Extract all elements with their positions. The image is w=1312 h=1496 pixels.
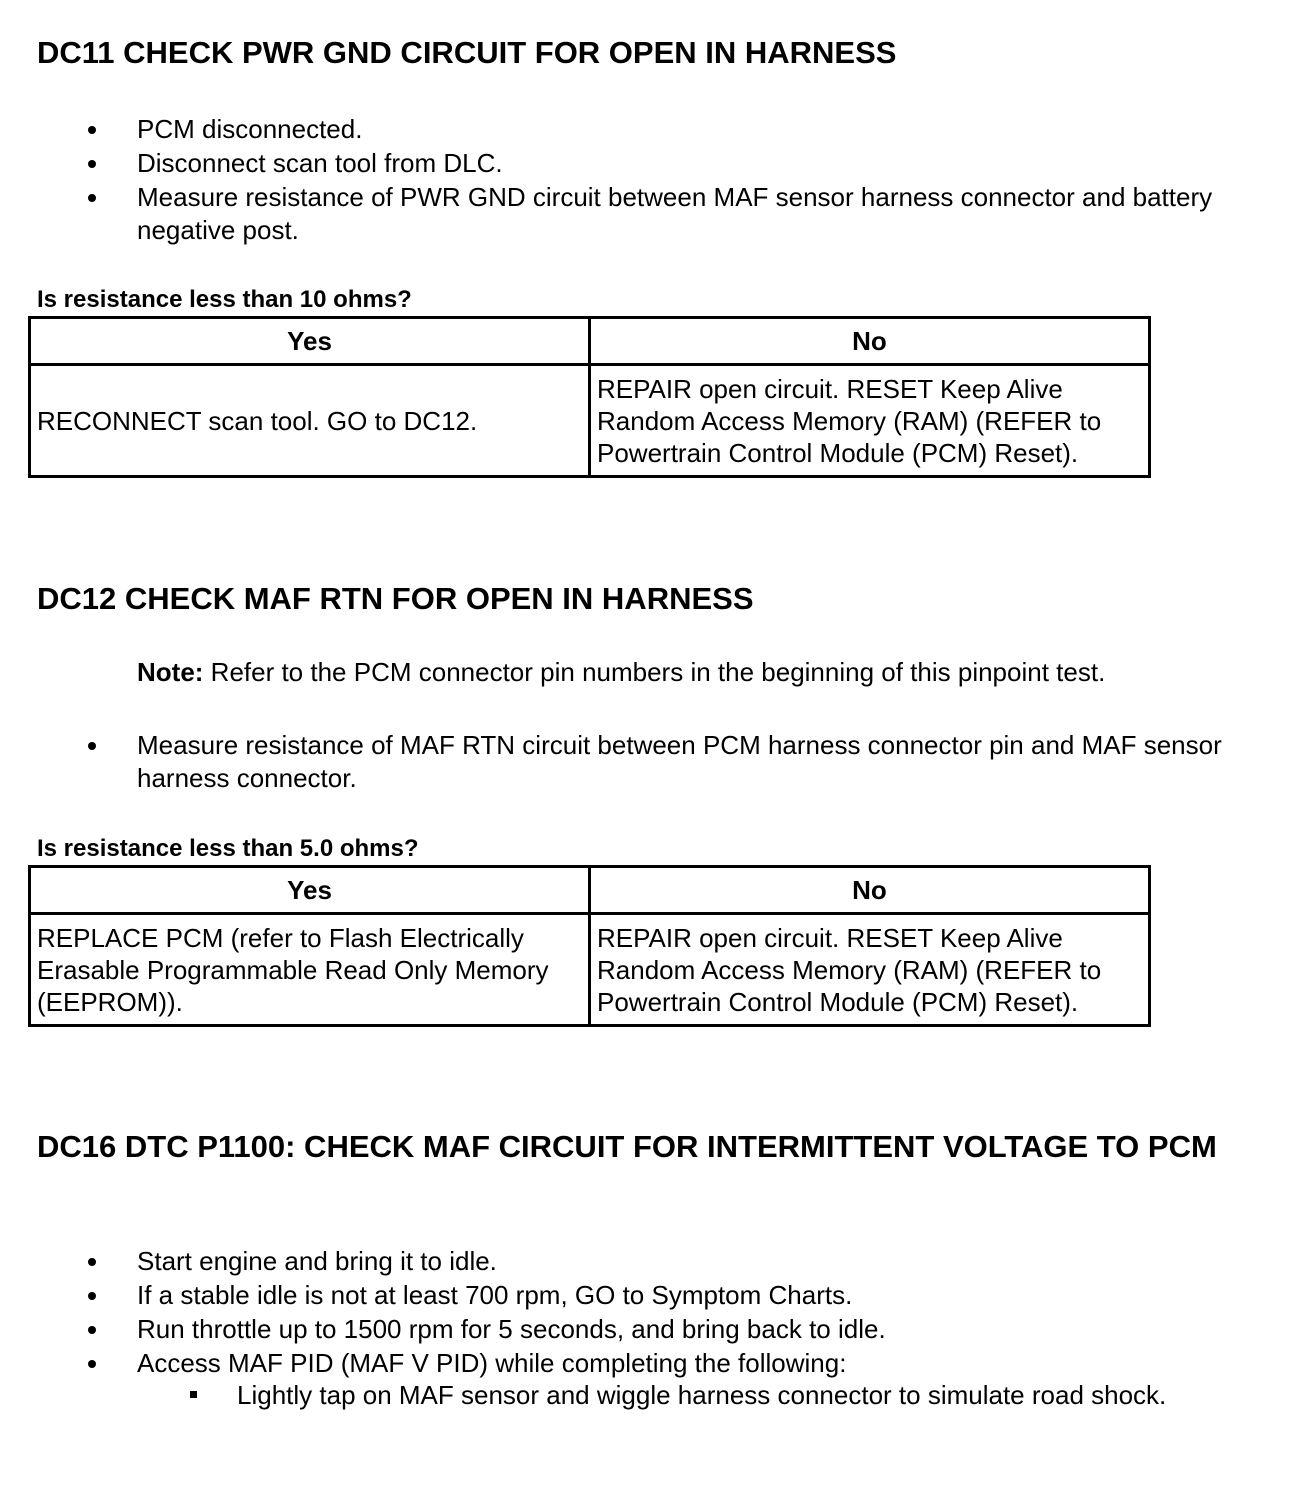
bullet-icon — [88, 1360, 96, 1368]
list-item: Start engine and bring it to idle. — [0, 1245, 1312, 1278]
sub-list-item: Lightly tap on MAF sensor and wiggle harness connector to simulate road shock. — [0, 1379, 1312, 1412]
note — [137, 656, 1105, 688]
no-cell: REPAIR open circuit. RESET Keep Alive Random Access Memory (RAM) (REFER to Powertrain Control Module (PCM) Reset). — [590, 914, 1150, 1026]
square-bullet-icon — [190, 1391, 197, 1398]
note-text: Refer to the PCM connector pin numbers in the beginning of this pinpoint test. — [203, 657, 1106, 687]
list-item: Measure resistance of PWR GND circuit between MAF sensor harness connector and battery negative post. — [0, 181, 1312, 247]
question-dc11: Is resistance less than 10 ohms? — [37, 286, 412, 313]
list-item: PCM disconnected. — [0, 113, 1312, 146]
bullet-icon — [88, 1292, 96, 1300]
list-item: Access MAF PID (MAF V PID) while completing the following: — [0, 1347, 1312, 1380]
no-header: No — [590, 867, 1150, 914]
note-label: Note: — [137, 657, 204, 687]
bullet-icon — [88, 1326, 96, 1334]
list-item: Disconnect scan tool from DLC. — [0, 147, 1312, 180]
yes-cell: RECONNECT scan tool. GO to DC12. — [30, 365, 590, 477]
bullet-list-dc11 — [0, 113, 1312, 248]
no-cell: REPAIR open circuit. RESET Keep Alive Random Access Memory (RAM) (REFER to Powertrain Control Module (PCM) Reset). — [590, 365, 1150, 477]
yes-header: Yes — [30, 318, 590, 365]
list-item: If a stable idle is not at least 700 rpm, GO to Symptom Charts. — [0, 1279, 1312, 1312]
result-table-dc12 — [28, 865, 1151, 1027]
yes-cell: REPLACE PCM (refer to Flash Electrically Erasable Programmable Read Only Memory (EEPROM)). — [30, 914, 590, 1026]
bullet-icon — [88, 1258, 96, 1266]
bullet-icon — [88, 194, 96, 202]
section-heading-dc16: DC16 DTC P1100: CHECK MAF CIRCUIT FOR INTERMITTENT VOLTAGE TO PCM — [37, 1129, 1217, 1164]
no-header: No — [590, 318, 1150, 365]
bullet-icon — [88, 742, 96, 750]
result-table-dc11 — [28, 316, 1151, 478]
bullet-list-dc12 — [0, 729, 1312, 796]
question-dc12: Is resistance less than 5.0 ohms? — [37, 835, 419, 862]
bullet-icon — [88, 126, 96, 134]
bullet-list-dc16 — [0, 1245, 1312, 1381]
list-item: Run throttle up to 1500 rpm for 5 seconds, and bring back to idle. — [0, 1313, 1312, 1346]
section-heading-dc12: DC12 CHECK MAF RTN FOR OPEN IN HARNESS — [37, 581, 754, 616]
list-item: Measure resistance of MAF RTN circuit between PCM harness connector pin and MAF sensor harness connector. — [0, 729, 1312, 795]
bullet-icon — [88, 160, 96, 168]
section-heading-dc11: DC11 CHECK PWR GND CIRCUIT FOR OPEN IN HARNESS — [37, 35, 897, 70]
yes-header: Yes — [30, 867, 590, 914]
